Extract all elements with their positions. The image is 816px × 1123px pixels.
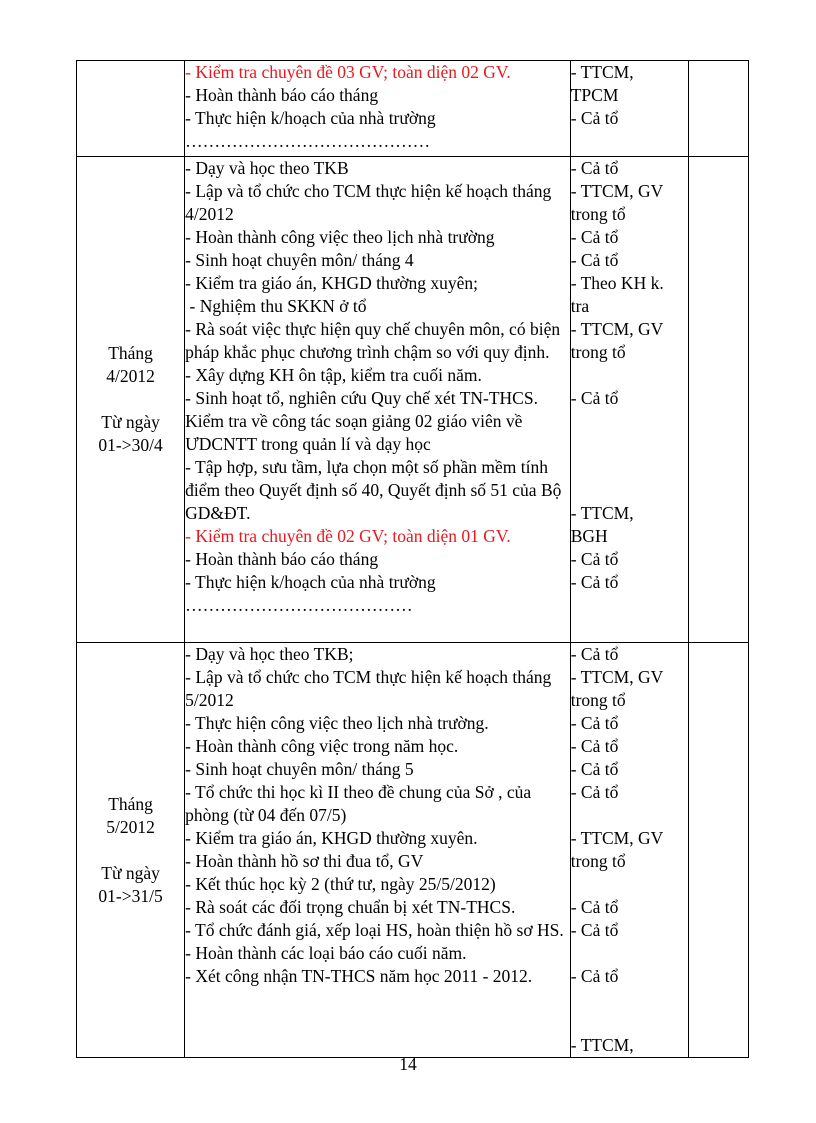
responsible-item: - Cả tổ: [570, 158, 619, 178]
date-range: 01->30/4: [98, 435, 163, 455]
notes-cell: [688, 643, 748, 1058]
tasks-cell: [185, 61, 571, 157]
task-item: - Kiểm tra giáo án, KHGD thường xuyên.: [185, 828, 478, 848]
table-row: [77, 61, 749, 157]
responsible-item: - Cả tổ: [570, 736, 619, 756]
responsible-item: - Cả tổ: [570, 920, 619, 940]
task-item: - Kiểm tra giáo án, KHGD thường xuyên;: [185, 273, 478, 293]
task-item: - Hoàn thành các loại báo cáo cuối năm.: [185, 943, 467, 963]
task-item: - Hoàn thành công việc theo lịch nhà trường: [185, 227, 495, 247]
task-item: - Tập hợp, sưu tầm, lựa chọn một số phần mềm tính điểm theo Quyết định số 40, Quyết định số 51 của Bộ GD&ĐT.: [185, 457, 562, 523]
date-label: Từ ngày: [101, 412, 160, 432]
notes-cell: [688, 157, 748, 643]
task-item: ……………………………………: [185, 131, 431, 151]
responsible-item: trong tổ: [570, 690, 626, 710]
table-row: [77, 643, 749, 1058]
responsible-item: trong tổ: [570, 851, 626, 871]
responsible-item: - TTCM,: [570, 62, 634, 82]
responsible-cell: [570, 61, 688, 157]
tasks-cell: [185, 643, 571, 1058]
responsible-item: - TTCM, GV: [570, 319, 664, 339]
notes-cell: [688, 61, 748, 157]
responsible-item: - Cả tổ: [570, 759, 619, 779]
responsible-item: - Cả tổ: [570, 713, 619, 733]
task-item: - Tổ chức thi học kì II theo đề chung của Sở , của phòng (từ 04 đến 07/5): [185, 782, 532, 825]
task-item: - Sinh hoạt tổ, nghiên cứu Quy chế xét TN-THCS. Kiểm tra về công tác soạn giảng 02 giáo viên về ƯDCNTT trong quản lí và dạy học: [185, 388, 538, 454]
month-value: 5/2012: [106, 816, 155, 837]
month-cell: [77, 61, 185, 157]
responsible-item: tra: [570, 296, 590, 316]
task-item: - Dạy và học theo TKB: [185, 158, 349, 178]
responsible-cell: [570, 643, 688, 1058]
tasks-cell: [185, 157, 571, 643]
task-item: - Sinh hoạt chuyên môn/ tháng 4: [185, 250, 414, 270]
responsible-item: - Cả tổ: [570, 782, 619, 802]
month-cell: [77, 157, 185, 643]
task-item: - Kiểm tra chuyên đề 02 GV; toàn diện 01 GV.: [185, 526, 511, 546]
task-item: - Sinh hoạt chuyên môn/ tháng 5: [185, 759, 414, 779]
responsible-item: trong tổ: [570, 204, 626, 224]
table-row: [77, 157, 749, 643]
responsible-item: - TTCM, GV: [570, 181, 664, 201]
responsible-item: - Cả tổ: [570, 966, 619, 986]
plan-table: [76, 60, 749, 1058]
responsible-item: - TTCM, GV: [570, 828, 664, 848]
month-label: Tháng: [108, 793, 153, 814]
task-item: - Hoàn thành báo cáo tháng: [185, 85, 379, 105]
responsible-item: - Cả tổ: [570, 108, 619, 128]
responsible-item: - TTCM,: [570, 1035, 634, 1055]
task-item: - Hoàn thành báo cáo tháng: [185, 549, 379, 569]
responsible-item: - Cả tổ: [570, 227, 619, 247]
responsible-item: - Cả tổ: [570, 644, 619, 664]
responsible-item: BGH: [570, 526, 608, 546]
month-label: Tháng: [108, 343, 153, 363]
task-item: - Thực hiện công việc theo lịch nhà trường.: [185, 713, 489, 733]
responsible-item: - Cả tổ: [570, 250, 619, 270]
responsible-item: - TTCM,: [570, 503, 634, 523]
task-item: - Hoàn thành công việc trong năm học.: [185, 736, 459, 756]
responsible-item: - Theo KH k.: [570, 273, 664, 293]
task-item: - Tổ chức đánh giá, xếp loại HS, hoàn thiện hồ sơ HS.: [185, 920, 564, 940]
month-cell: [77, 643, 185, 1058]
task-item: - Lập và tổ chức cho TCM thực hiện kế hoạch tháng 4/2012: [185, 181, 552, 224]
responsible-item: - Cả tổ: [570, 388, 619, 408]
responsible-cell: [570, 157, 688, 643]
task-item: - Hoàn thành hồ sơ thi đua tổ, GV: [185, 851, 424, 871]
responsible-item: - Cả tổ: [570, 897, 619, 917]
responsible-item: trong tổ: [570, 342, 626, 362]
task-item: - Nghiệm thu SKKN ở tổ: [185, 296, 367, 316]
responsible-item: - TTCM, GV: [570, 667, 664, 687]
task-item: - Dạy và học theo TKB;: [185, 644, 354, 664]
task-item: …………………………………: [185, 595, 413, 615]
task-item: - Kết thúc học kỳ 2 (thứ tư, ngày 25/5/2012): [185, 874, 496, 894]
task-item: - Thực hiện k/hoạch của nhà trường: [185, 572, 436, 592]
date-range: 01->31/5: [98, 885, 163, 906]
task-item: - Thực hiện k/hoạch của nhà trường: [185, 108, 436, 128]
task-item: - Rà soát việc thực hiện quy chế chuyên môn, có biện pháp khắc phục chương trình chậm so với quy định.: [185, 319, 561, 362]
responsible-item: - Cả tổ: [570, 549, 619, 569]
task-item: - Rà soát các đối trọng chuẩn bị xét TN-THCS.: [185, 897, 516, 917]
responsible-item: - Cả tổ: [570, 572, 619, 592]
task-item: - Xét công nhận TN-THCS năm học 2011 - 2012.: [185, 966, 533, 986]
responsible-item: TPCM: [570, 85, 619, 105]
month-value: 4/2012: [106, 366, 155, 386]
date-label: Từ ngày: [101, 862, 160, 883]
task-item: - Xây dựng KH ôn tập, kiểm tra cuối năm.: [185, 365, 482, 385]
task-item: - Kiểm tra chuyên đề 03 GV; toàn diện 02 GV.: [185, 62, 511, 82]
page-number: 14: [399, 1054, 417, 1074]
task-item: - Lập và tổ chức cho TCM thực hiện kế hoạch tháng 5/2012: [185, 667, 552, 710]
